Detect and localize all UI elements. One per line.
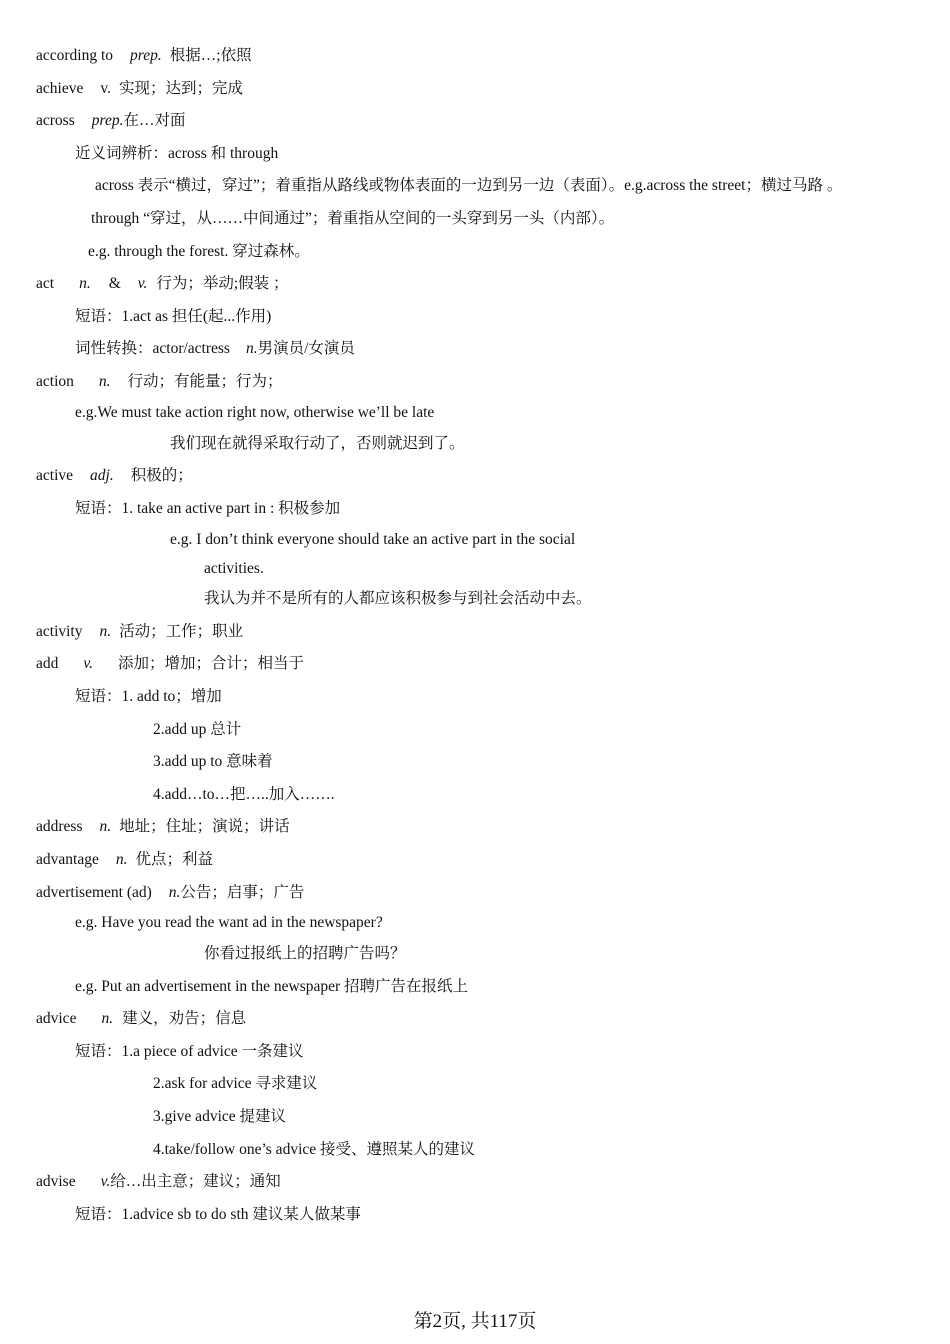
phrase: 短语：1. take an active part in : 积极参加 xyxy=(75,500,341,517)
definition: 地址；住址；演说；讲话 xyxy=(119,818,290,835)
phrase: 短语：1.advice sb to do sth 建议某人做某事 xyxy=(75,1206,361,1223)
entry-advice xyxy=(36,1009,246,1029)
synonym-note-across: across 表示“横过，穿过”；着重指从路线或物体表面的一边到另一边（表面）。e.g.across the street；横过马路 。 xyxy=(95,177,843,194)
part-of-speech: v. xyxy=(83,655,93,672)
part-of-speech: n. xyxy=(245,340,258,357)
entry-advantage xyxy=(36,850,213,870)
part-of-speech: n. xyxy=(98,373,111,390)
definition: 行动；有能量；行为； xyxy=(127,373,283,390)
part-of-speech: v. xyxy=(100,1173,111,1190)
definition: 积极的； xyxy=(130,467,193,484)
part-of-speech: n. xyxy=(79,275,91,292)
phrase: 2.ask for advice 寻求建议 xyxy=(153,1075,318,1092)
example-translation: 我们现在就得采取行动了，否则就迟到了。 xyxy=(170,435,465,452)
headword: according to xyxy=(36,47,114,64)
definition: 优点；利益 xyxy=(135,851,213,868)
part-of-speech: prep. xyxy=(91,112,124,129)
definition: 给…出主意；建议；通知 xyxy=(110,1173,281,1190)
example-sentence: e.g. Put an advertisement in the newspaper 招聘广告在报纸上 xyxy=(75,978,469,995)
page-number: 第2页, 共117页 xyxy=(413,1311,537,1332)
definition: 实现；达到；完成 xyxy=(118,80,243,97)
entry-active xyxy=(36,466,193,486)
example-sentence: e.g. I don’t think everyone should take an active part in the social xyxy=(170,531,576,548)
entry-achieve xyxy=(36,79,243,99)
definition: 活动；工作；职业 xyxy=(119,623,244,640)
headword: add xyxy=(36,655,59,672)
part-of-speech: adj. xyxy=(90,467,114,484)
phrase: 3.give advice 提建议 xyxy=(153,1108,287,1125)
example-sentence: e.g.We must take action right now, otherwise we’ll be late xyxy=(75,404,435,421)
entry-advertisement xyxy=(36,883,304,903)
conversion-meaning: 男演员/女演员 xyxy=(257,340,355,357)
entry-according-to xyxy=(36,46,252,66)
synonym-note-through: through “穿过，从……中间通过”；着重指从空间的一头穿到另一头（内部）。 xyxy=(91,210,615,227)
entry-act xyxy=(36,274,289,294)
headword: across xyxy=(36,112,75,129)
part-of-speech: n. xyxy=(99,623,112,640)
entry-activity xyxy=(36,622,243,642)
entry-address xyxy=(36,817,290,837)
entry-action xyxy=(36,372,283,392)
headword: act xyxy=(36,275,55,292)
part-of-speech: n. xyxy=(168,884,181,901)
definition: 建义，劝告；信息 xyxy=(122,1010,247,1027)
definition: 在…对面 xyxy=(123,112,186,129)
entry-add xyxy=(36,654,304,674)
part-of-speech: n. xyxy=(99,818,112,835)
headword: advantage xyxy=(36,851,99,868)
headword: advice xyxy=(36,1010,77,1027)
part-of-speech: n. xyxy=(115,851,128,868)
phrase: 短语：1. add to；增加 xyxy=(75,688,222,705)
ampersand: & xyxy=(108,275,121,292)
headword: advertisement (ad) xyxy=(36,884,152,901)
headword: achieve xyxy=(36,80,84,97)
part-of-speech: prep. xyxy=(130,47,162,64)
part-of-speech-2: v. xyxy=(137,275,148,292)
part-of-speech: n. xyxy=(101,1010,114,1027)
phrase: 2.add up 总计 xyxy=(153,721,242,738)
phrase: 3.add up to 意味着 xyxy=(153,753,273,770)
entry-across xyxy=(36,111,185,131)
entry-advise xyxy=(36,1172,281,1192)
example-translation: 我认为并不是所有的人都应该积极参与到社会活动中去。 xyxy=(204,590,592,607)
phrase: 短语：1.act as 担任(起...作用) xyxy=(75,308,272,325)
headword: address xyxy=(36,818,83,835)
phrase: 4.take/follow one’s advice 接受、遵照某人的建议 xyxy=(153,1141,476,1158)
example-sentence: e.g. Have you read the want ad in the newspaper? xyxy=(75,914,383,931)
part-of-speech: v. xyxy=(100,80,111,97)
example-sentence-continued: activities. xyxy=(204,560,264,577)
definition: 行为；举动;假装 ； xyxy=(156,275,289,292)
phrase: 4.add…to…把…..加入……. xyxy=(153,786,335,803)
headword: advise xyxy=(36,1173,76,1190)
definition: 公告；启事；广告 xyxy=(180,884,305,901)
synonym-note-example: e.g. through the forest. 穿过森林。 xyxy=(88,243,310,260)
headword: active xyxy=(36,467,74,484)
word-conversion xyxy=(75,339,355,359)
headword: action xyxy=(36,373,74,390)
definition: 根据…;依照 xyxy=(169,47,252,64)
headword: activity xyxy=(36,623,83,640)
synonym-note-title: 近义词辨析：across 和 through xyxy=(75,145,279,162)
example-translation: 你看过报纸上的招聘广告吗？ xyxy=(204,945,406,962)
phrase: 短语：1.a piece of advice 一条建议 xyxy=(75,1043,304,1060)
definition: 添加；增加；合计；相当于 xyxy=(118,655,305,672)
conversion-label: 词性转换：actor/actress xyxy=(75,340,230,357)
